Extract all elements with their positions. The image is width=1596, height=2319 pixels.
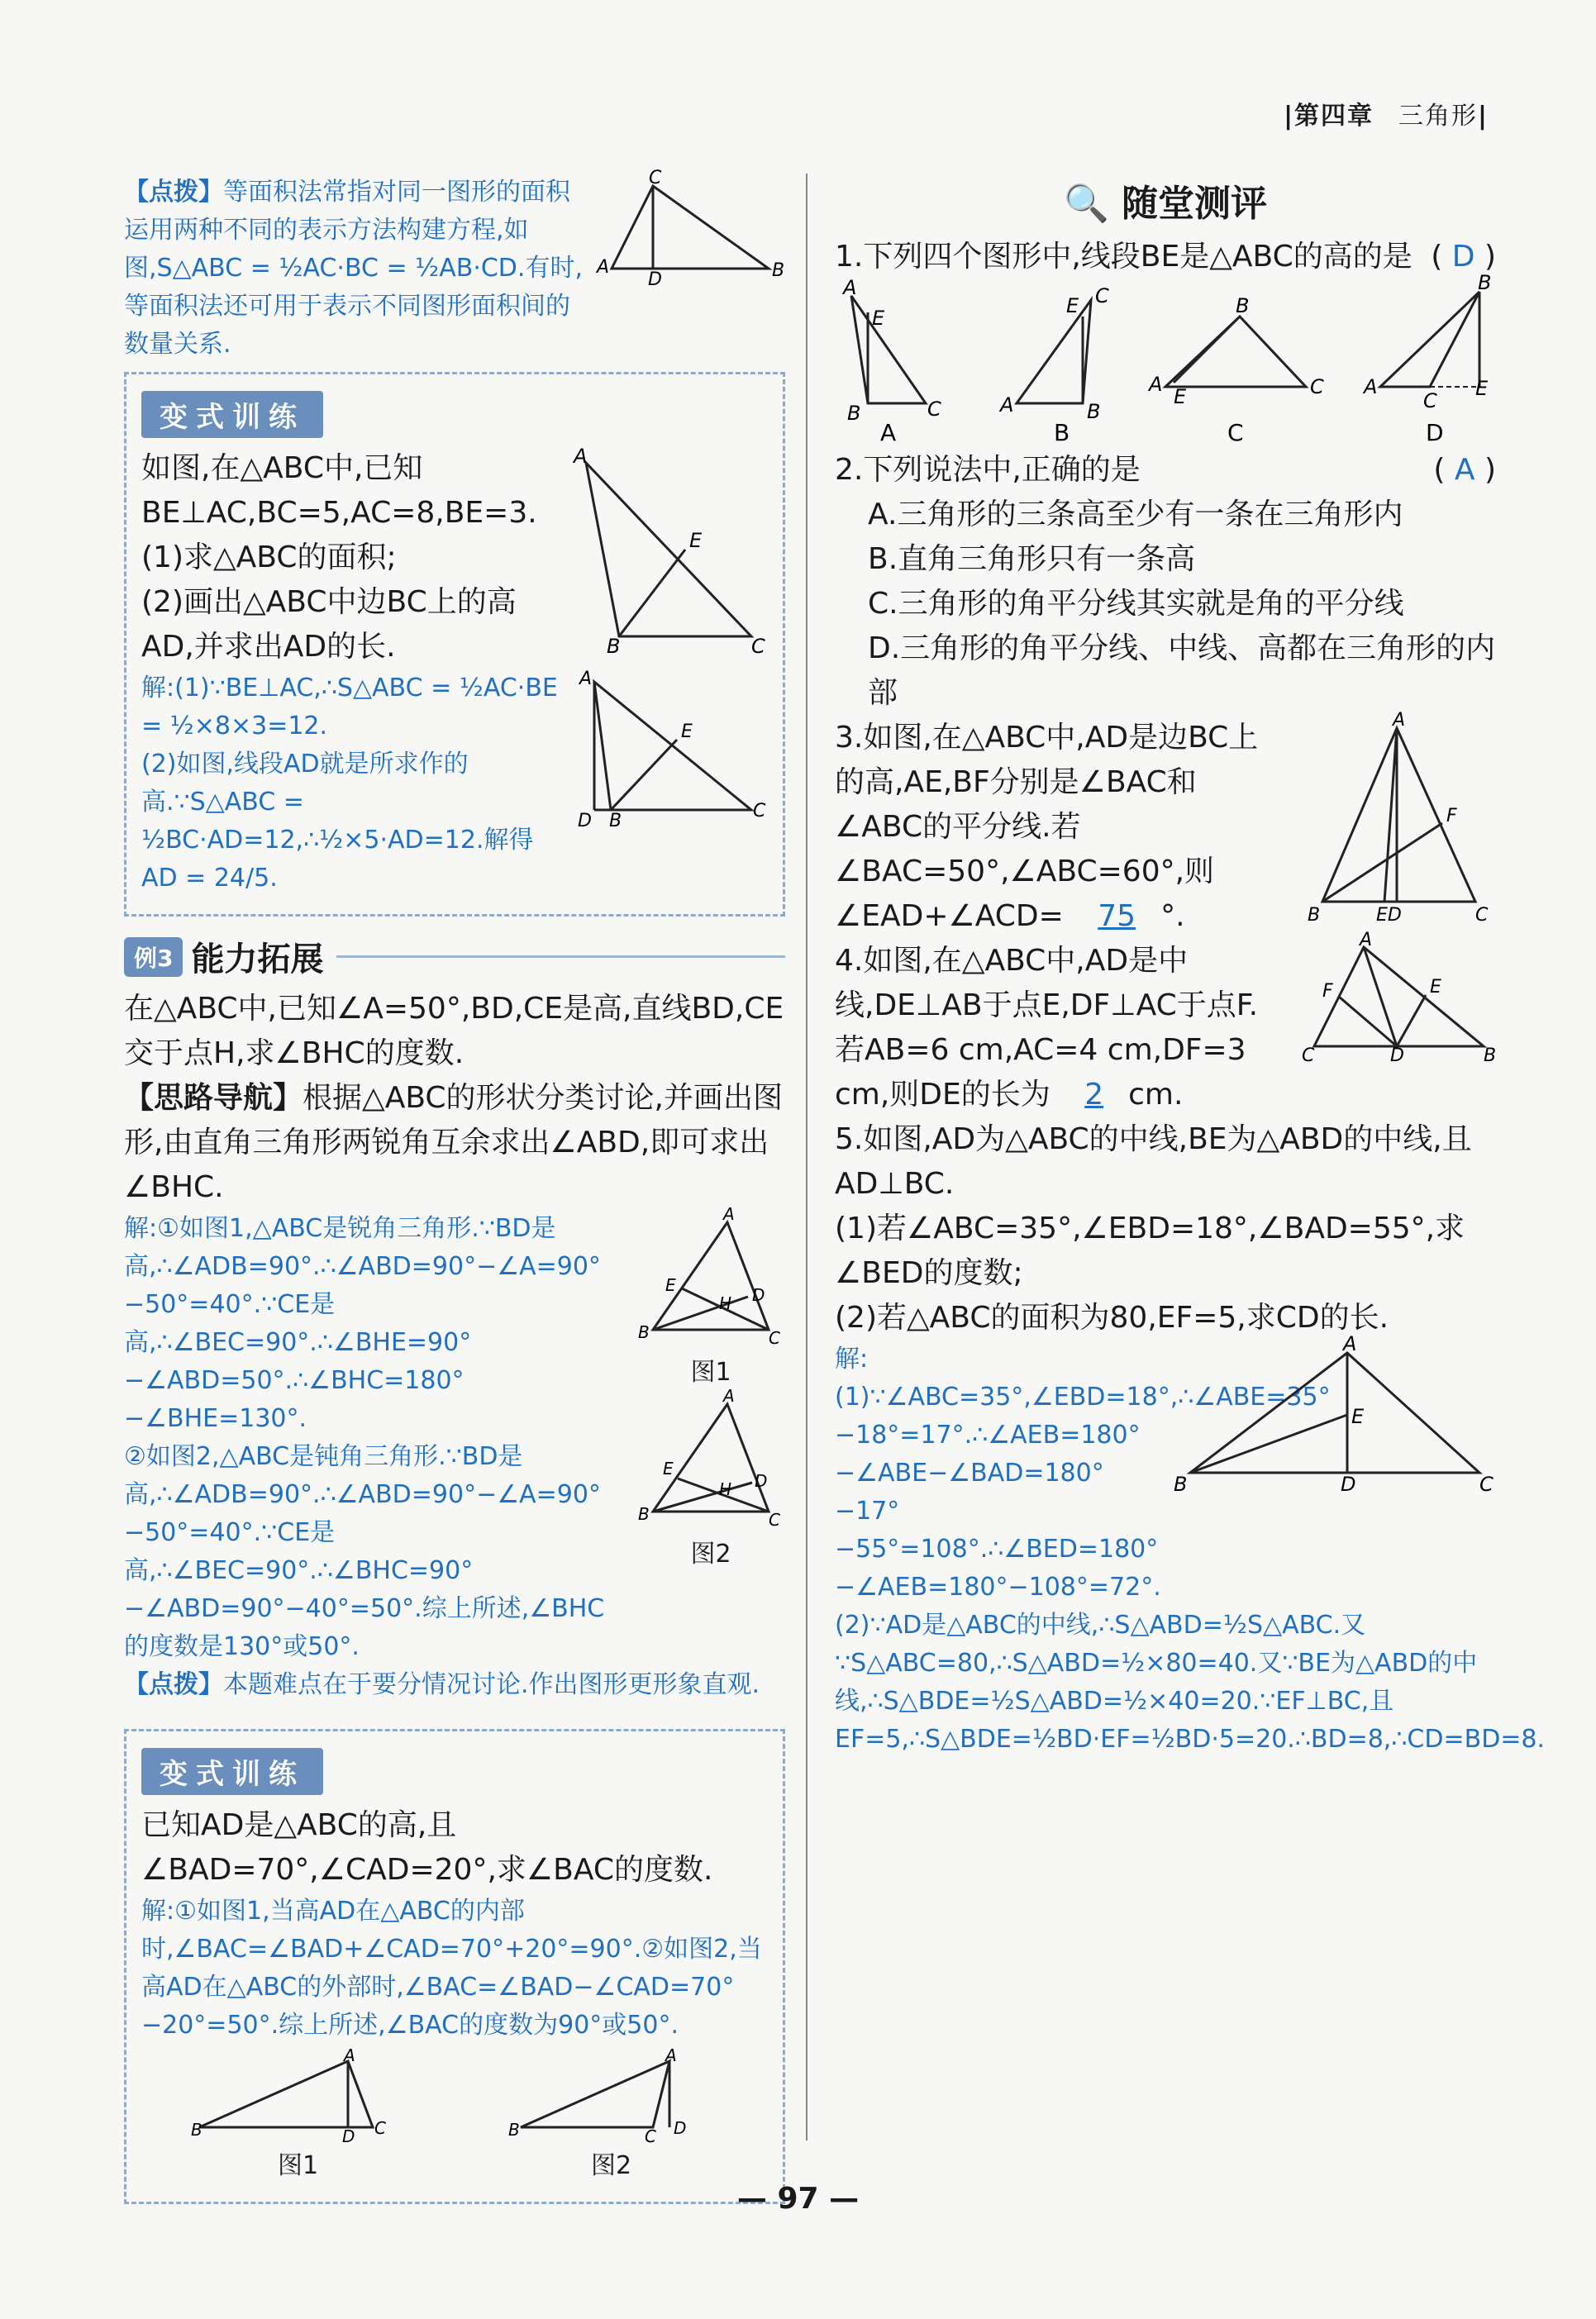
svg-text:A: A xyxy=(1364,375,1378,398)
svg-text:C: C xyxy=(1302,1045,1315,1066)
training2-fig1-caption: 图1 xyxy=(277,2151,319,2180)
q4-unit: cm. xyxy=(1128,1078,1184,1112)
q3-text: 3.如图,在△ABC中,AD是边BC上的高,AE,BF分别是∠BAC和∠ABC的平分线.若∠BAC=50°,∠ABC=60°,则∠EAD+∠ACD= xyxy=(835,721,1259,933)
svg-text:E: E xyxy=(1174,385,1187,408)
training1-figure xyxy=(553,445,768,658)
svg-text:D: D xyxy=(673,2118,686,2138)
svg-text:B: B xyxy=(638,1322,650,1342)
svg-text:A: A xyxy=(1149,373,1163,396)
training1-title: 变式训练 xyxy=(141,391,323,438)
q2-text: 2.下列说法中,正确的是 xyxy=(835,453,1141,487)
question-3 xyxy=(835,710,1496,939)
page-header: |第四章 三角形| xyxy=(1284,102,1489,131)
q2-option-d: D.三角形的角平分线、中线、高都在三角形的内部 xyxy=(868,631,1496,710)
svg-text:B: B xyxy=(1484,1045,1497,1066)
svg-text:D: D xyxy=(578,811,592,831)
example3-tip-label: 【点拨】 xyxy=(124,1670,223,1699)
q3-answer: 75 xyxy=(1098,899,1136,933)
svg-text:B: B xyxy=(1174,1473,1188,1496)
q3-figure xyxy=(1306,710,1496,931)
svg-text:F: F xyxy=(1322,981,1333,1002)
q1-figures xyxy=(835,271,1492,446)
q5-sol2: (2)∵AD是△ABC的中线,∴S△ABD=½S△ABC.又∵S△ABC=80,∴S△ABD=½×80=40.又∵BE为△ABD的中线,∴S△BDE=½S△ABD=½×40=20.∵EF⊥BC,且EF=5,∴S△BDE=½BD·EF=½BD·5=20.∴BD=8,∴CD=BD=8. xyxy=(835,1611,1546,1754)
svg-text:C: C xyxy=(1479,1473,1494,1496)
training1-solution-figure xyxy=(578,669,768,831)
training1-prompt: 如图,在△ABC中,已知 BE⊥AC,BC=5,AC=8,BE=3. xyxy=(141,451,537,530)
svg-text:B: B xyxy=(507,2120,520,2140)
svg-text:C: C xyxy=(1095,284,1109,307)
svg-text:ED: ED xyxy=(1376,905,1402,926)
q4-answer: 2 xyxy=(1084,1078,1104,1112)
svg-text:B: B xyxy=(847,402,861,425)
tip1-label: 【点拨】 xyxy=(124,178,223,207)
svg-text:C: C xyxy=(769,1510,780,1530)
svg-text:A: A xyxy=(723,1204,735,1224)
q1-label-b: B xyxy=(1054,419,1070,446)
example3-header xyxy=(124,933,785,980)
q1-label-c: C xyxy=(1227,419,1244,446)
example3-fig1-caption: 图1 xyxy=(690,1358,731,1387)
svg-text:B: B xyxy=(1236,294,1250,317)
svg-text:B: B xyxy=(1308,905,1321,926)
q1-label-a: A xyxy=(880,419,897,446)
question-2: 2.下列说法中,正确的是 ( A ) A.三角形的三条高至少有一条在三角形内 B.直角三角形只有一条高 C.三角形的角平分线其实就是角的平分线 D.三角形的角平分线、中线、高都在三角形的内部 xyxy=(835,448,1496,716)
q5-sol1: 解:(1)∵∠ABC=35°,∠EBD=18°,∴∠ABE=35°−18°=17°.∴∠AEB=180°−∠ABE−∠BAD=180°−17°−55°=108°.∴∠BED=180°−∠AEB=180°−108°=72°. xyxy=(835,1345,1331,1602)
svg-text:B: B xyxy=(1478,271,1492,294)
example3-sol2: ②如图2,△ABC是钝角三角形.∵BD是高,∴∠ADB=90°.∴∠ABD=90°−∠A=90°−50°=40°.∵CE是高,∴∠BEC=90°.∴∠BHC=90°−∠ABD=90°−40°=50°.综上所述,∠BHC的度数是130°或50°. xyxy=(124,1442,605,1661)
example3-sol1: 解:①如图1,△ABC是锐角三角形.∵BD是高,∴∠ADB=90°.∴∠ABD=90°−∠A=90°−50°=40°.∵CE是高,∴∠BEC=90°.∴∠BHE=90°−∠ABD=50°.∴∠BHC=180°−∠BHE=130°. xyxy=(124,1214,601,1433)
svg-text:B: B xyxy=(1087,400,1101,423)
svg-text:A: A xyxy=(579,669,593,689)
q1-text: 1.下列四个图形中,线段BE是△ABC的高的是 xyxy=(835,240,1413,274)
training2-prompt: 已知AD是△ABC的高,且∠BAD=70°,∠CAD=20°,求∠BAC的度数. xyxy=(141,1808,713,1887)
svg-text:A: A xyxy=(343,2045,355,2065)
svg-text:C: C xyxy=(374,2118,386,2138)
svg-text:E: E xyxy=(1066,294,1079,317)
svg-text:E: E xyxy=(681,721,693,742)
right-column xyxy=(835,174,1546,1759)
q5-figure xyxy=(1174,1332,1496,1498)
svg-text:B: B xyxy=(609,811,622,831)
training2-title: 变式训练 xyxy=(141,1748,323,1795)
tip1-figure xyxy=(595,168,785,290)
svg-text:E: E xyxy=(1351,1405,1365,1428)
q2-option-c: C.三角形的角平分线其实就是角的平分线 xyxy=(868,587,1404,621)
svg-text:A: A xyxy=(843,276,857,299)
q2-option-b: B.直角三角形只有一条高 xyxy=(868,542,1196,576)
q3-unit: °. xyxy=(1160,899,1185,933)
svg-text:D: D xyxy=(755,1471,768,1491)
svg-text:C: C xyxy=(927,398,941,421)
training2-box xyxy=(124,1729,785,2204)
svg-text:A: A xyxy=(574,445,588,468)
svg-text:E: E xyxy=(689,529,703,552)
training2-fig2-caption: 图2 xyxy=(590,2151,632,2180)
svg-text:A: A xyxy=(1343,1332,1357,1355)
svg-text:C: C xyxy=(644,2126,656,2146)
svg-text:H: H xyxy=(719,1479,732,1499)
svg-text:C: C xyxy=(1310,375,1324,398)
svg-text:A: A xyxy=(1360,930,1373,950)
svg-text:D: D xyxy=(341,2126,355,2146)
example3-fig2-caption: 图2 xyxy=(690,1540,731,1569)
q2-option-a: A.三角形的三条高至少有一条在三角形内 xyxy=(868,498,1403,531)
svg-text:C: C xyxy=(753,801,766,821)
q1-answer: D xyxy=(1451,240,1475,274)
svg-text:H: H xyxy=(719,1293,732,1313)
q4-figure xyxy=(1298,930,1497,1066)
svg-text:A: A xyxy=(1393,710,1406,731)
svg-text:E: E xyxy=(1430,977,1441,998)
example3-tip xyxy=(124,1666,785,1704)
q5-p1: (1)若∠ABC=35°,∠EBD=18°,∠BAD=55°,求∠BED的度数; xyxy=(835,1212,1465,1290)
q4-text: 4.如图,在△ABC中,AD是中线,DE⊥AB于点E,DF⊥AC于点F.若AB=6 cm,AC=4 cm,DF=3 cm,则DE的长为 xyxy=(835,944,1259,1112)
page-number: — 97 — xyxy=(736,2182,860,2216)
svg-text:C: C xyxy=(751,635,765,658)
svg-text:A: A xyxy=(1000,393,1014,417)
example3-problem: 在△ABC中,已知∠A=50°,BD,CE是高,直线BD,CE交于点H,求∠BHC的度数. xyxy=(124,992,784,1070)
example3-tag: 例3 xyxy=(124,937,183,977)
svg-text:A: A xyxy=(597,257,610,278)
tip1-body: 等面积法常指对同一图形的面积运用两种不同的表示方法构建方程,如图,S△ABC = ½AC·BC = ½AB·CD.有时,等面积法还可用于表示不同图形面积间的数量关系. xyxy=(124,178,583,359)
svg-text:F: F xyxy=(1446,806,1457,826)
svg-text:A: A xyxy=(665,2045,677,2065)
question-1: 1.下列四个图形中,线段BE是△ABC的高的是 ( D ) A E B C A A E C B B B A E C C B A C E D xyxy=(835,240,1496,446)
svg-text:A: A xyxy=(723,1386,735,1406)
tip1-text xyxy=(124,174,587,364)
magnifier-icon: 🔍 xyxy=(1063,183,1109,225)
left-column xyxy=(124,168,785,2212)
q1-label-d: D xyxy=(1426,419,1444,446)
example3-fig2 xyxy=(636,1386,785,1532)
training1-sol2: (2)如图,线段AD就是所求作的高.∵S△ABC = ½BC·AD=12,∴½×5·AD=12.解得 AD = 24/5. xyxy=(141,750,534,893)
training1-q1: (1)求△ABC的面积; xyxy=(141,540,397,574)
training1-sol1: 解:(1)∵BE⊥AC,∴S△ABC = ½AC·BE = ½×8×3=12. xyxy=(141,674,558,740)
svg-text:B: B xyxy=(190,2120,202,2140)
guide-label: 【思路导航】 xyxy=(124,1081,303,1115)
q5-text: 5.如图,AD为△ABC的中线,BE为△ABD的中线,且AD⊥BC. xyxy=(835,1122,1472,1201)
example3-guide xyxy=(124,1076,785,1210)
quiz-title-text: 随堂测评 xyxy=(1122,183,1268,225)
svg-text:B: B xyxy=(772,260,785,281)
training2-fig1 xyxy=(190,2045,406,2146)
guide-body: 根据△ABC的形状分类讨论,并画出图形,由直角三角形两锐角互余求出∠ABD,即可求出∠BHC. xyxy=(124,1081,783,1204)
svg-text:C: C xyxy=(649,168,662,188)
svg-text:E: E xyxy=(665,1275,676,1295)
q2-answer: A xyxy=(1454,453,1475,487)
svg-text:C: C xyxy=(1475,905,1489,926)
svg-text:E: E xyxy=(663,1459,674,1479)
chapter-label: 第四章 xyxy=(1294,102,1374,131)
svg-text:D: D xyxy=(1390,1045,1404,1066)
tip1-block xyxy=(124,168,785,364)
example3-fig1 xyxy=(636,1204,785,1350)
quiz-title xyxy=(835,174,1496,226)
chapter-title: 三角形 xyxy=(1398,102,1479,131)
example3-title: 能力拓展 xyxy=(191,940,324,979)
question-5 xyxy=(835,1117,1546,1759)
svg-text:D: D xyxy=(752,1285,765,1305)
column-divider xyxy=(806,174,808,2140)
svg-text:E: E xyxy=(1475,377,1489,400)
q5-p2: (2)若△ABC的面积为80,EF=5,求CD的长. xyxy=(835,1301,1389,1335)
svg-text:E: E xyxy=(872,307,885,330)
training1-box xyxy=(124,372,785,917)
training2-fig2 xyxy=(504,2045,719,2146)
training2-sol: 解:①如图1,当高AD在△ABC的内部时,∠BAC=∠BAD+∠CAD=70°+20°=90°.②如图2,当高AD在△ABC的外部时,∠BAC=∠BAD−∠CAD=70°−20°=50°.综上所述,∠BAC的度数为90°或50°. xyxy=(141,1897,762,2040)
svg-text:C: C xyxy=(1423,389,1437,412)
svg-text:B: B xyxy=(607,635,621,658)
training1-q2: (2)画出△ABC中边BC上的高AD,并求出AD的长. xyxy=(141,585,517,664)
question-4 xyxy=(835,930,1497,1117)
example3-tip-body: 本题难点在于要分情况讨论.作出图形更形象直观. xyxy=(223,1670,760,1699)
svg-text:D: D xyxy=(1341,1473,1356,1496)
svg-text:B: B xyxy=(638,1504,650,1524)
svg-text:C: C xyxy=(769,1328,780,1348)
svg-text:D: D xyxy=(648,269,662,290)
